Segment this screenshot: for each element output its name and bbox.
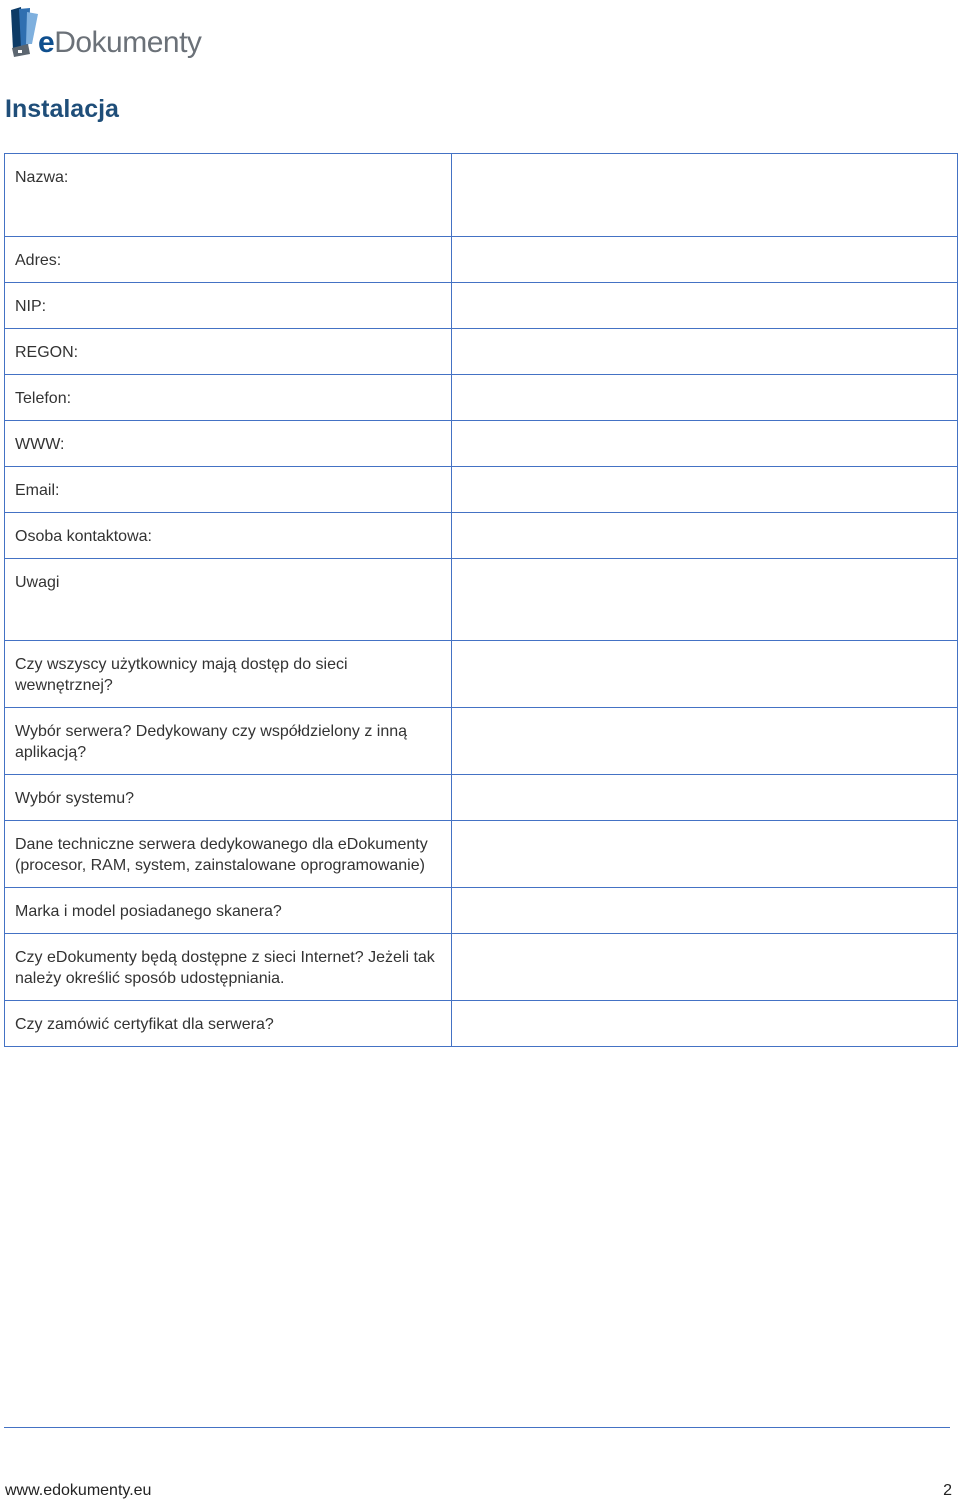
logo-wordmark-rest: Dokumenty — [54, 26, 202, 59]
row-value-field[interactable] — [452, 283, 958, 329]
table-row — [5, 888, 958, 934]
row-label: Uwagi — [5, 559, 452, 641]
row-label: Wybór systemu? — [5, 775, 452, 821]
table-row — [5, 513, 958, 559]
table-row — [5, 775, 958, 821]
page-number: 2 — [943, 1482, 952, 1499]
row-value-field[interactable] — [452, 934, 958, 1001]
table-row — [5, 237, 958, 283]
table-row — [5, 1001, 958, 1047]
table-row — [5, 467, 958, 513]
table-row — [5, 708, 958, 775]
row-label: Wybór serwera? Dedykowany czy współdzielony z inną aplikacją? — [5, 708, 452, 775]
edokumenty-logo — [8, 6, 208, 64]
row-value-field[interactable] — [452, 559, 958, 641]
row-label: Telefon: — [5, 375, 452, 421]
row-label: Email: — [5, 467, 452, 513]
row-value-field[interactable] — [452, 708, 958, 775]
row-label: REGON: — [5, 329, 452, 375]
logo-wordmark-prefix: e — [38, 26, 55, 59]
table-row — [5, 821, 958, 888]
row-label: WWW: — [5, 421, 452, 467]
row-value-field[interactable] — [452, 641, 958, 708]
row-value-field[interactable] — [452, 888, 958, 934]
row-value-field[interactable] — [452, 421, 958, 467]
row-value-field[interactable] — [452, 1001, 958, 1047]
row-label: Adres: — [5, 237, 452, 283]
row-value-field[interactable] — [452, 775, 958, 821]
row-label: Czy eDokumenty będą dostępne z sieci Internet? Jeżeli tak należy określić sposób udostępniania. — [5, 934, 452, 1001]
table-row — [5, 559, 958, 641]
row-value-field[interactable] — [452, 513, 958, 559]
table-row — [5, 641, 958, 708]
row-label: Osoba kontaktowa: — [5, 513, 452, 559]
footer-website-link[interactable]: www.edokumenty.eu — [5, 1482, 152, 1499]
row-value-field[interactable] — [452, 467, 958, 513]
row-label: Nazwa: — [5, 154, 452, 237]
row-label: NIP: — [5, 283, 452, 329]
table-row — [5, 421, 958, 467]
row-value-field[interactable] — [452, 154, 958, 237]
logo-wordmark — [38, 26, 201, 60]
footer-divider — [4, 1427, 950, 1428]
table-row — [5, 154, 958, 237]
row-label: Marka i model posiadanego skanera? — [5, 888, 452, 934]
table-row — [5, 934, 958, 1001]
row-label: Dane techniczne serwera dedykowanego dla eDokumenty (procesor, RAM, system, zainstalowane oprogramowanie) — [5, 821, 452, 888]
table-row — [5, 375, 958, 421]
page-title: Instalacja — [5, 95, 119, 123]
row-value-field[interactable] — [452, 821, 958, 888]
row-value-field[interactable] — [452, 375, 958, 421]
table-row — [5, 329, 958, 375]
row-label: Czy zamówić certyfikat dla serwera? — [5, 1001, 452, 1047]
row-label: Czy wszyscy użytkownicy mają dostęp do sieci wewnętrznej? — [5, 641, 452, 708]
row-value-field[interactable] — [452, 237, 958, 283]
row-value-field[interactable] — [452, 329, 958, 375]
table-row — [5, 283, 958, 329]
installation-form-table — [4, 153, 958, 1047]
